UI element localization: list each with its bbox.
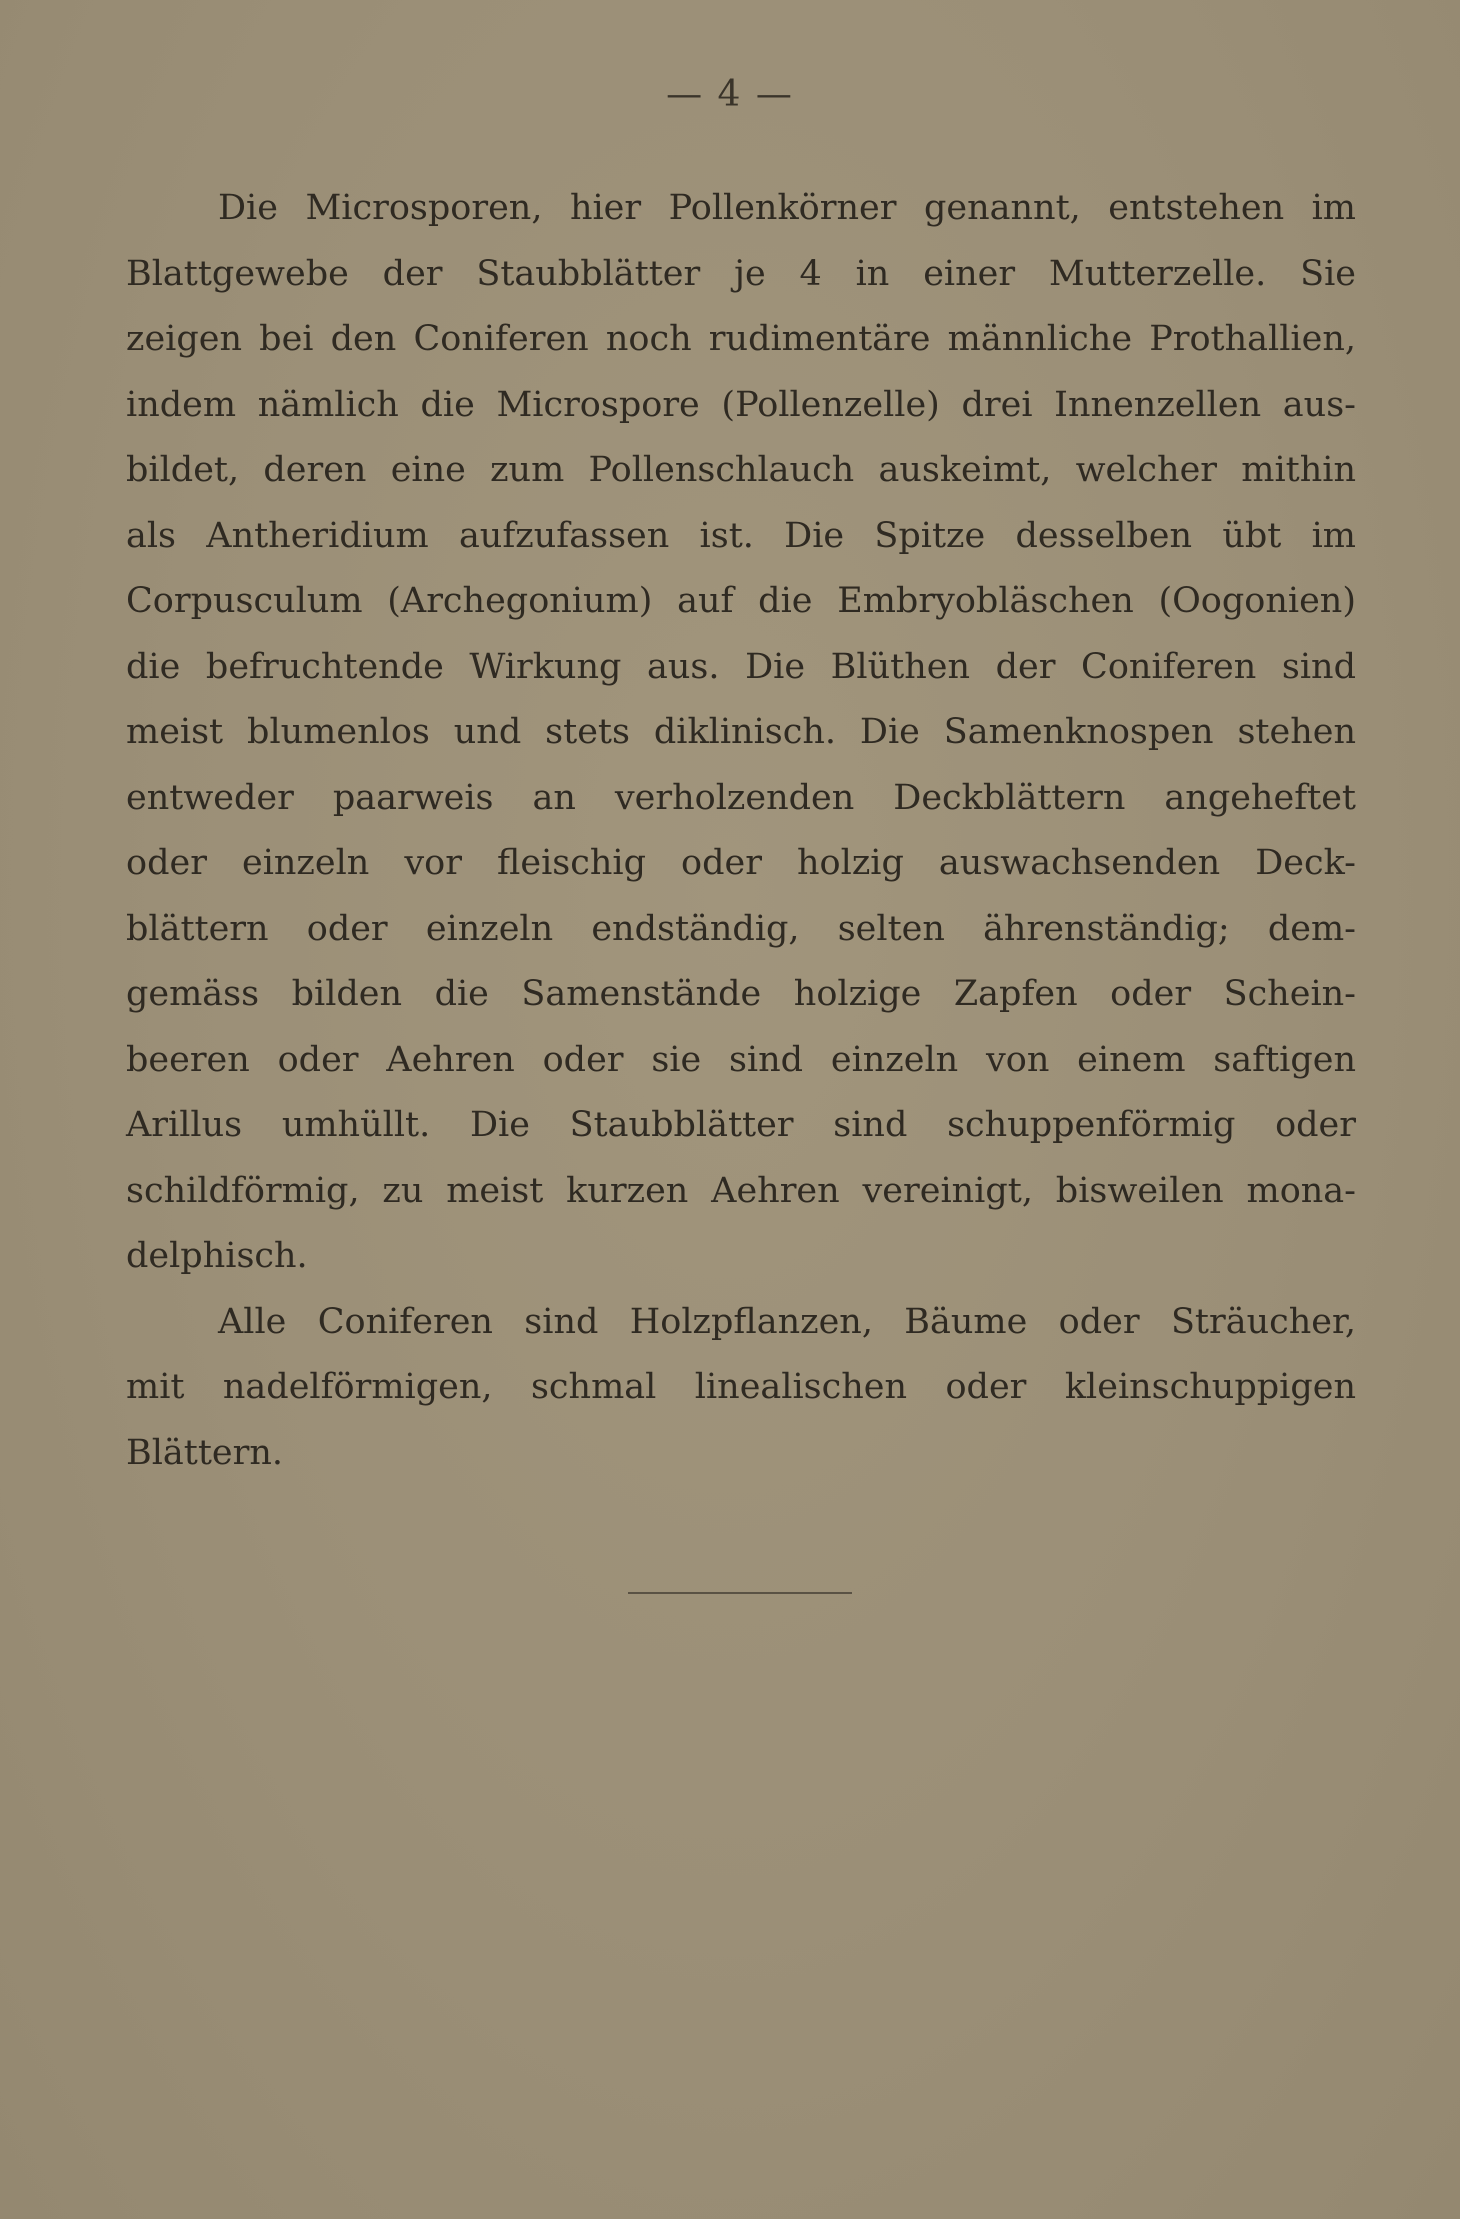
text-line: schildförmig, zu meist kurzen Aehren vereinigt, bisweilen mona-: [126, 1170, 1356, 1211]
paragraph: [126, 176, 1356, 1290]
text-line: zeigen bei den Coniferen noch rudimentäre männliche Prothallien,: [126, 319, 1356, 359]
text-line: Blattgewebe der Staubblätter je 4 in einer Mutterzelle. Sie: [126, 253, 1356, 294]
text-line: beeren oder Aehren oder sie sind einzeln von einem saftigen: [126, 1039, 1356, 1080]
text-line: als Antheridium aufzufassen ist. Die Spitze desselben übt im: [126, 515, 1356, 556]
text-line: Die Microsporen, hier Pollenkörner genannt, entstehen im: [218, 188, 1356, 228]
text-line: Alle Coniferen sind Holzpflanzen, Bäume oder Sträucher,: [218, 1301, 1356, 1342]
text-line: meist blumenlos und stets diklinisch. Die Samenknospen stehen: [126, 712, 1356, 752]
page-number: — 4 —: [666, 74, 794, 115]
text-line: bildet, deren eine zum Pollenschlauch auskeimt, welcher mithin: [126, 450, 1356, 490]
text-line: delphisch.: [126, 1236, 308, 1276]
text-line: Arillus umhüllt. Die Staubblätter sind schuppenförmig oder: [126, 1105, 1356, 1145]
text-line: die befruchtende Wirkung aus. Die Blüthen der Coniferen sind: [126, 646, 1356, 687]
text-line: oder einzeln vor fleischig oder holzig auswachsenden Deck-: [126, 843, 1356, 883]
text-line: Corpusculum (Archegonium) auf die Embryobläschen (Oogonien): [126, 581, 1356, 621]
text-line: Blättern.: [126, 1432, 284, 1473]
text-line: entweder paarweis an verholzenden Deckblättern angeheftet: [126, 777, 1356, 818]
text-line: indem nämlich die Microspore (Pollenzelle) drei Innenzellen aus-: [126, 384, 1356, 425]
paragraph: [126, 1290, 1356, 1487]
body-text: [126, 176, 1356, 1486]
text-line: gemäss bilden die Samenstände holzige Zapfen oder Schein-: [126, 974, 1356, 1014]
section-divider: [628, 1592, 852, 1594]
text-line: mit nadelförmigen, schmal linealischen oder kleinschuppigen: [126, 1367, 1356, 1407]
text-line: blättern oder einzeln endständig, selten ährenständig; dem-: [126, 908, 1356, 949]
